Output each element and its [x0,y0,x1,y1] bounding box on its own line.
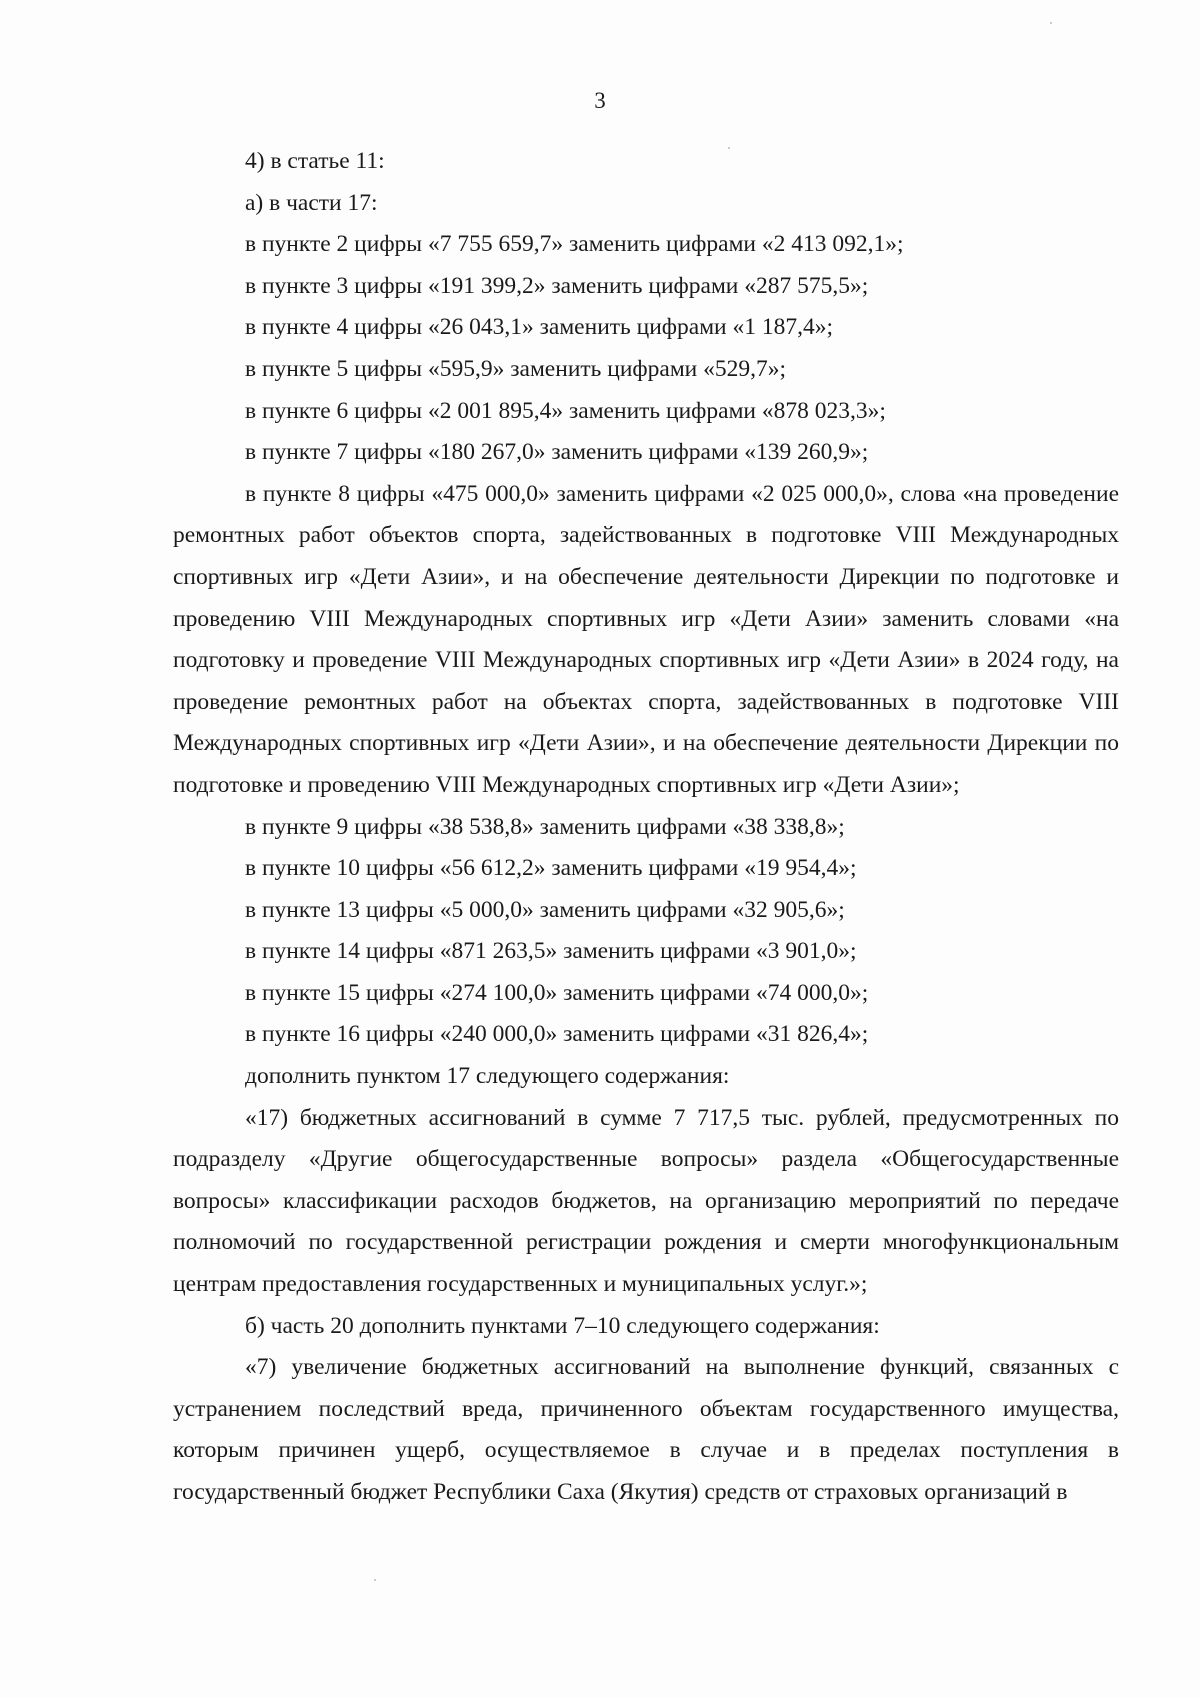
paragraph-item-13: в пункте 13 цифры «5 000,0» заменить цифрами «32 905,6»; [245,896,845,923]
paragraph-item-7-new: «7) увеличение бюджетных ассигнований на выполнение функций, связанных с устранением последствий вреда, причиненного объектам государственного имущества, которым причинен ущерб, осуществляемое в случае и в пределах поступления в государственный бюджет Республики Саха (Якутия) средств от страховых организаций в [173,1354,1119,1505]
scan-speck [374,1579,376,1581]
paragraph-item-9: в пункте 9 цифры «38 538,8» заменить цифрами «38 338,8»; [245,813,845,840]
paragraph-item-6: в пункте 6 цифры «2 001 895,4» заменить цифрами «878 023,3»; [245,397,886,424]
paragraph-item-16: в пункте 16 цифры «240 000,0» заменить цифрами «31 826,4»; [245,1021,869,1048]
paragraph-part-20: б) часть 20 дополнить пунктами 7–10 следующего содержания: [245,1312,880,1339]
paragraph-item-10: в пункте 10 цифры «56 612,2» заменить цифрами «19 954,4»; [245,855,857,882]
paragraph-item-4: в пункте 4 цифры «26 043,1» заменить цифрами «1 187,4»; [245,314,834,341]
scan-speck [728,147,730,149]
paragraph-item-3: в пункте 3 цифры «191 399,2» заменить цифрами «287 575,5»; [245,272,869,299]
paragraph-item-15: в пункте 15 цифры «274 100,0» заменить цифрами «74 000,0»; [245,979,869,1006]
paragraph-article-11: 4) в статье 11: [245,148,385,174]
paragraph-item-8: в пункте 8 цифры «475 000,0» заменить цифрами «2 025 000,0», слова «на проведение ремонтных работ объектов спорта, задействованных в подготовке VIII Международных спортивных игр «Дети Азии», и на обеспечение деятельности Дирекции по подготовке и проведению VIII Международных спортивных игр «Дети Азии» заменить словами «на подготовку и проведение VIII Международных спортивных игр «Дети Азии» в 2024 году, на проведение ремонтных работ на объектах спорта, задействованных в подготовке VIII Международных спортивных игр «Дети Азии», и на обеспечение деятельности Дирекции по подготовке и проведению VIII Международных спортивных игр «Дети Азии»; [173,480,1119,798]
paragraph-item-14: в пункте 14 цифры «871 263,5» заменить цифрами «3 901,0»; [245,938,857,965]
paragraph-item-7: в пункте 7 цифры «180 267,0» заменить цифрами «139 260,9»; [245,439,869,466]
page-number: 3 [594,88,606,113]
paragraph-item-5: в пункте 5 цифры «595,9» заменить цифрами «529,7»; [245,355,787,382]
paragraph-add-item-17: дополнить пунктом 17 следующего содержания: [245,1063,730,1090]
scan-speck [1050,22,1052,24]
paragraph-part-17: а) в части 17: [245,189,378,216]
document-body [173,141,1119,1514]
paragraph-item-2: в пункте 2 цифры «7 755 659,7» заменить цифрами «2 413 092,1»; [245,231,904,258]
paragraph-item-17-text: «17) бюджетных ассигнований в сумме 7 717,5 тыс. рублей, предусмотренных по подразделу «Другие общегосударственные вопросы» раздела «Общегосударственные вопросы» классификации расходов бюджетов, на организацию мероприятий по передаче полномочий по государственной регистрации рождения и смерти многофункциональным центрам предоставления государственных и муниципальных услуг.»; [173,1104,1119,1298]
